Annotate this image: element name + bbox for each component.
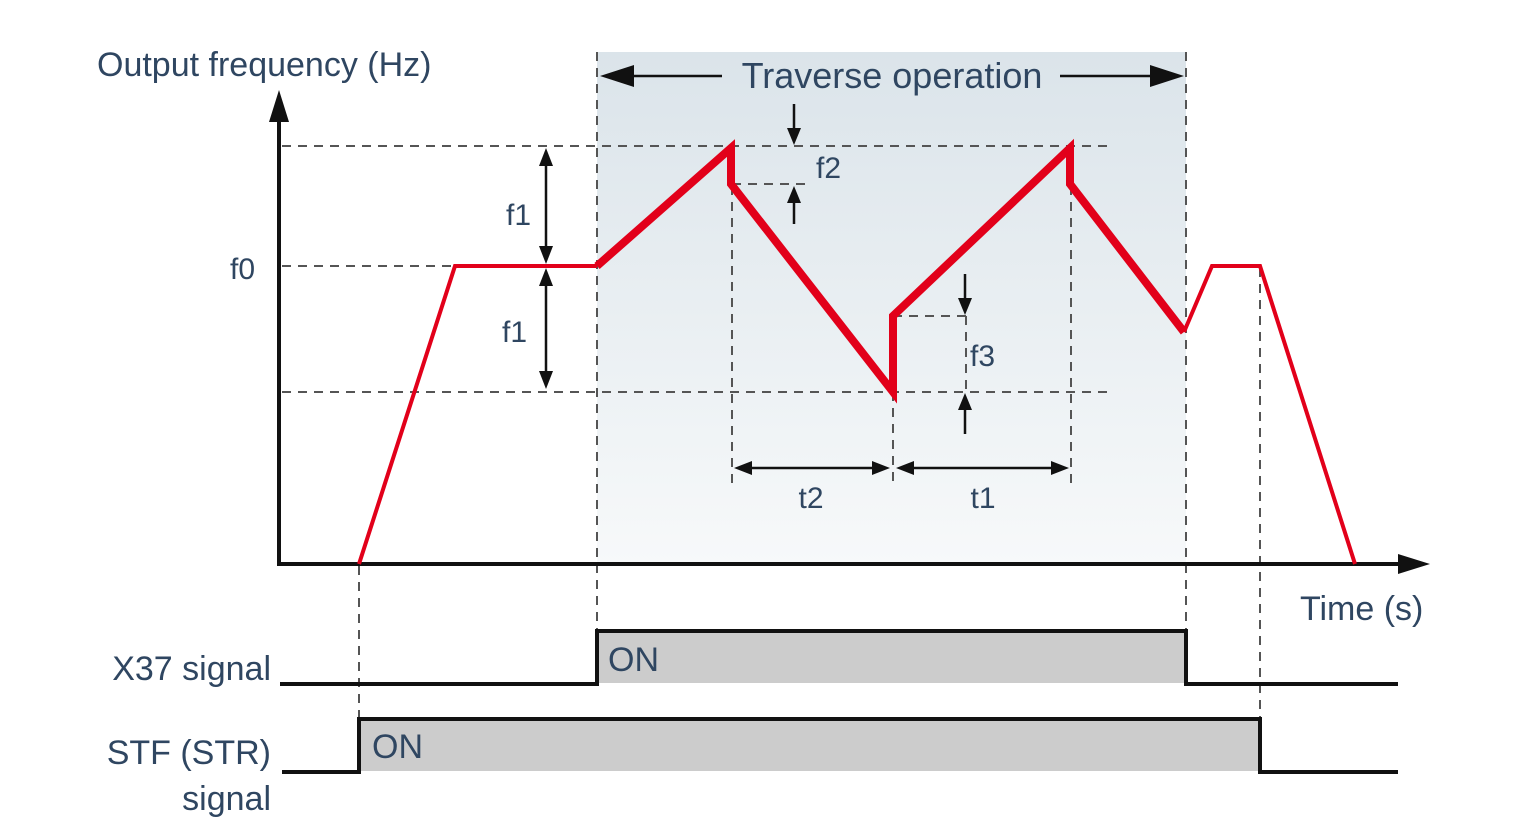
stf-signal-label-line2: signal bbox=[182, 780, 271, 818]
f1-upper-arrow-up-icon bbox=[539, 148, 553, 166]
f2-label: f2 bbox=[816, 152, 842, 185]
stf-on-fill bbox=[361, 720, 1258, 771]
f0-label: f0 bbox=[230, 253, 256, 286]
t2-label: t2 bbox=[798, 482, 824, 515]
traverse-region bbox=[597, 52, 1186, 564]
frequency-waveform-end bbox=[1184, 266, 1355, 564]
f1-lower-arrow-down-icon bbox=[539, 371, 553, 389]
frequency-waveform-start bbox=[359, 266, 597, 564]
f3-label: f3 bbox=[970, 340, 996, 373]
x-axis-label: Time (s) bbox=[1300, 590, 1424, 628]
traverse-operation-label: Traverse operation bbox=[741, 55, 1043, 96]
stf-signal-label: STF (STR) bbox=[106, 734, 271, 772]
stf-on-label: ON bbox=[372, 728, 423, 766]
y-axis-label: Output frequency (Hz) bbox=[97, 46, 432, 84]
x37-on-label: ON bbox=[608, 641, 659, 679]
f1-lower-arrow-up-icon bbox=[539, 268, 553, 286]
y-axis-arrow-icon bbox=[269, 90, 289, 122]
x37-signal-label: X37 signal bbox=[112, 650, 271, 688]
x37-on-fill bbox=[599, 632, 1184, 683]
f1-lower-label: f1 bbox=[502, 316, 528, 349]
f1-upper-arrow-down-icon bbox=[539, 246, 553, 264]
x-axis-arrow-icon bbox=[1398, 554, 1430, 574]
t1-label: t1 bbox=[970, 482, 996, 515]
f1-upper-label: f1 bbox=[506, 199, 532, 232]
